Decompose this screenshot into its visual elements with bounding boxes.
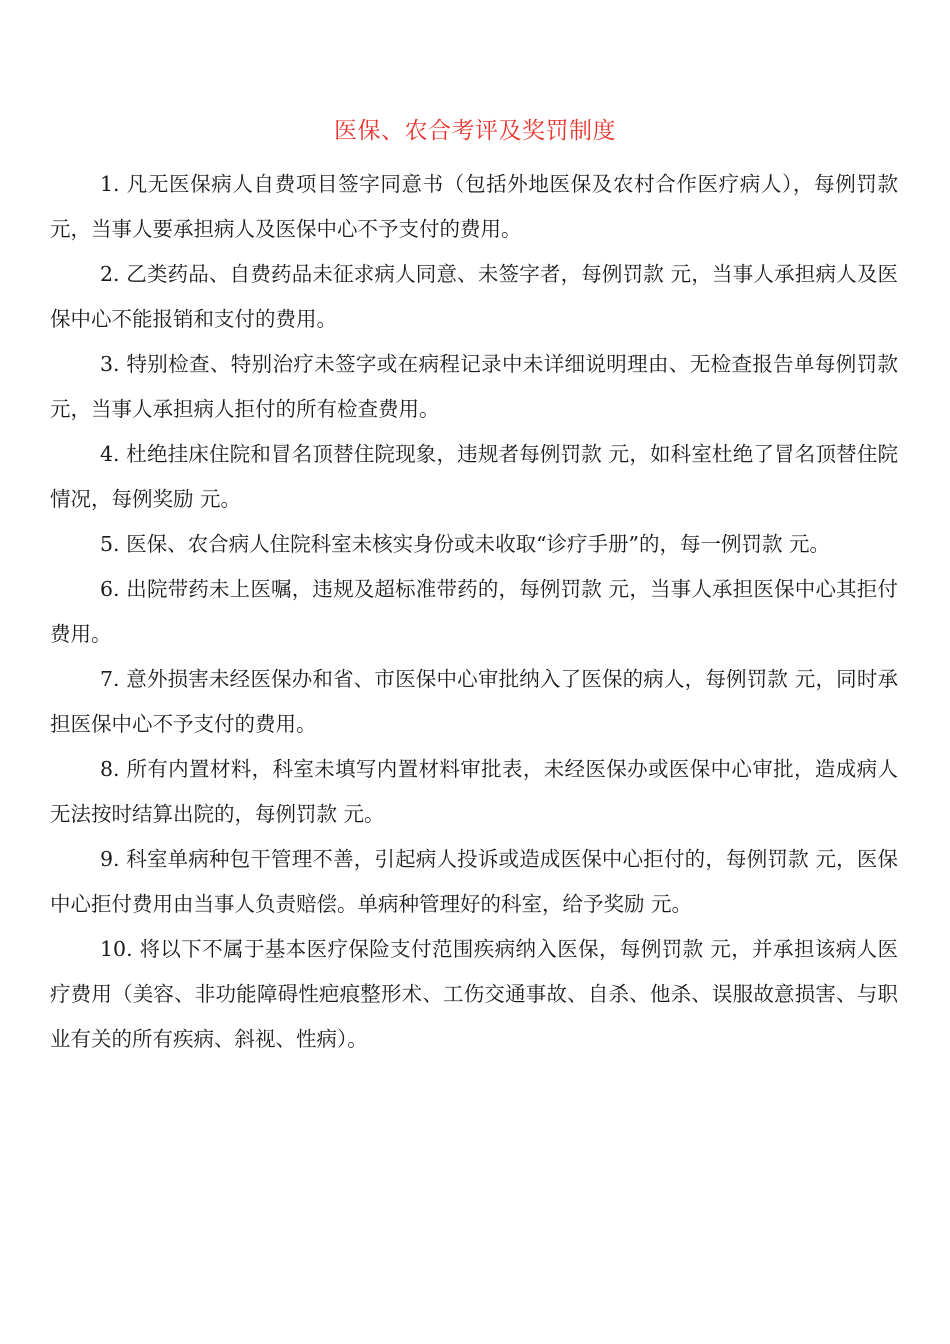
regulation-item-9: 9. 科室单病种包干管理不善，引起病人投诉或造成医保中心拒付的，每例罚款 元，医保中心拒付费用由当事人负责赔偿。单病种管理好的科室，给予奖励 元。: [50, 847, 898, 916]
regulation-item-4: 4. 杜绝挂床住院和冒名顶替住院现象，违规者每例罚款 元，如科室杜绝了冒名顶替住院情况，每例奖励 元。: [50, 442, 898, 511]
regulation-item-10: 10. 将以下不属于基本医疗保险支付范围疾病纳入医保，每例罚款 元，并承担该病人医疗费用（美容、非功能障碍性疤痕整形术、工伤交通事故、自杀、他杀、误服故意损害、与职业有关的所有疾病、斜视、性病）。: [50, 937, 898, 1051]
regulation-item-5: 5. 医保、农合病人住院科室未核实身份或未收取“诊疗手册”的，每一例罚款 元。: [100, 532, 831, 556]
regulation-list: [50, 162, 898, 1062]
document-title: 医保、农合考评及奖罚制度: [334, 118, 616, 144]
regulation-item-6: 6. 出院带药未上医嘱，违规及超标准带药的，每例罚款 元，当事人承担医保中心其拒付费用。: [50, 577, 898, 646]
regulation-item-1: 1. 凡无医保病人自费项目签字同意书（包括外地医保及农村合作医疗病人），每例罚款 元，当事人要承担病人及医保中心不予支付的费用。: [50, 172, 898, 241]
regulation-item-7: 7. 意外损害未经医保办和省、市医保中心审批纳入了医保的病人，每例罚款 元，同时承担医保中心不予支付的费用。: [50, 667, 898, 736]
regulation-item-2: 2. 乙类药品、自费药品未征求病人同意、未签字者，每例罚款 元，当事人承担病人及医保中心不能报销和支付的费用。: [50, 262, 898, 331]
regulation-item-8: 8. 所有内置材料，科室未填写内置材料审批表，未经医保办或医保中心审批，造成病人无法按时结算出院的，每例罚款 元。: [50, 757, 898, 826]
regulation-item-3: 3. 特别检查、特别治疗未签字或在病程记录中未详细说明理由、无检查报告单每例罚款 元，当事人承担病人拒付的所有检查费用。: [50, 352, 898, 421]
